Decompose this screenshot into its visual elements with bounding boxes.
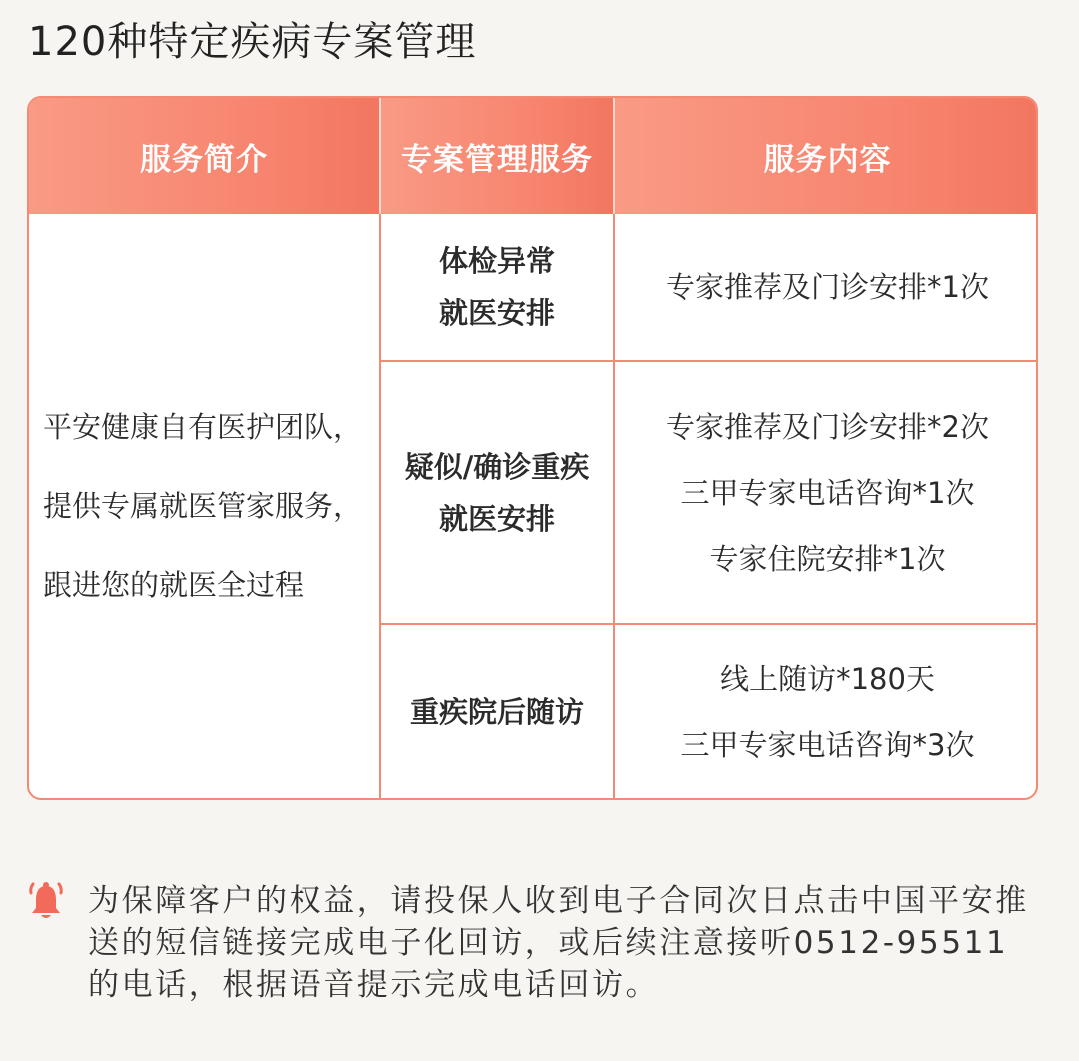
table-header-row [29,98,1038,214]
service-cell [380,624,614,798]
content-line: 线上随访*180天 [720,661,935,696]
service-line: 体检异常 [438,244,555,278]
content-line: 三甲专家电话咨询*1次 [680,475,975,510]
header-content: 服务内容 [614,98,1038,214]
service-line: 疑似/确诊重疾 [404,449,590,484]
intro-line: 平安健康自有医护团队， [43,409,363,444]
service-line: 重疾院后随访 [409,694,584,729]
service-table [27,96,1038,800]
content-line: 专家住院安排*1次 [709,541,946,576]
service-line: 就医安排 [438,296,555,330]
service-cell [380,214,614,361]
table-row [29,214,1038,361]
content-line: 专家推荐及门诊安排*1次 [666,270,989,304]
content-cell [614,214,1038,361]
intro-cell [29,214,380,798]
header-intro: 服务简介 [29,98,380,214]
header-service: 专案管理服务 [380,98,614,214]
content-line: 三甲专家电话咨询*3次 [680,727,975,762]
content-cell [614,624,1038,798]
page-title: 120种特定疾病专案管理 [28,19,477,65]
content-line: 专家推荐及门诊安排*2次 [666,409,989,444]
service-cell [380,361,614,624]
intro-line: 提供专属就医管家服务， [43,488,363,523]
bell-icon [28,880,64,922]
service-line: 就医安排 [438,501,555,536]
intro-line: 跟进您的就医全过程 [43,567,305,602]
content-cell [614,361,1038,624]
notice-text: 为保障客户的权益，请投保人收到电子合同次日点击中国平安推送的短信链接完成电子化回访，或后续注意接听0512-95511的电话，根据语音提示完成电话回访。 [88,883,1029,1003]
